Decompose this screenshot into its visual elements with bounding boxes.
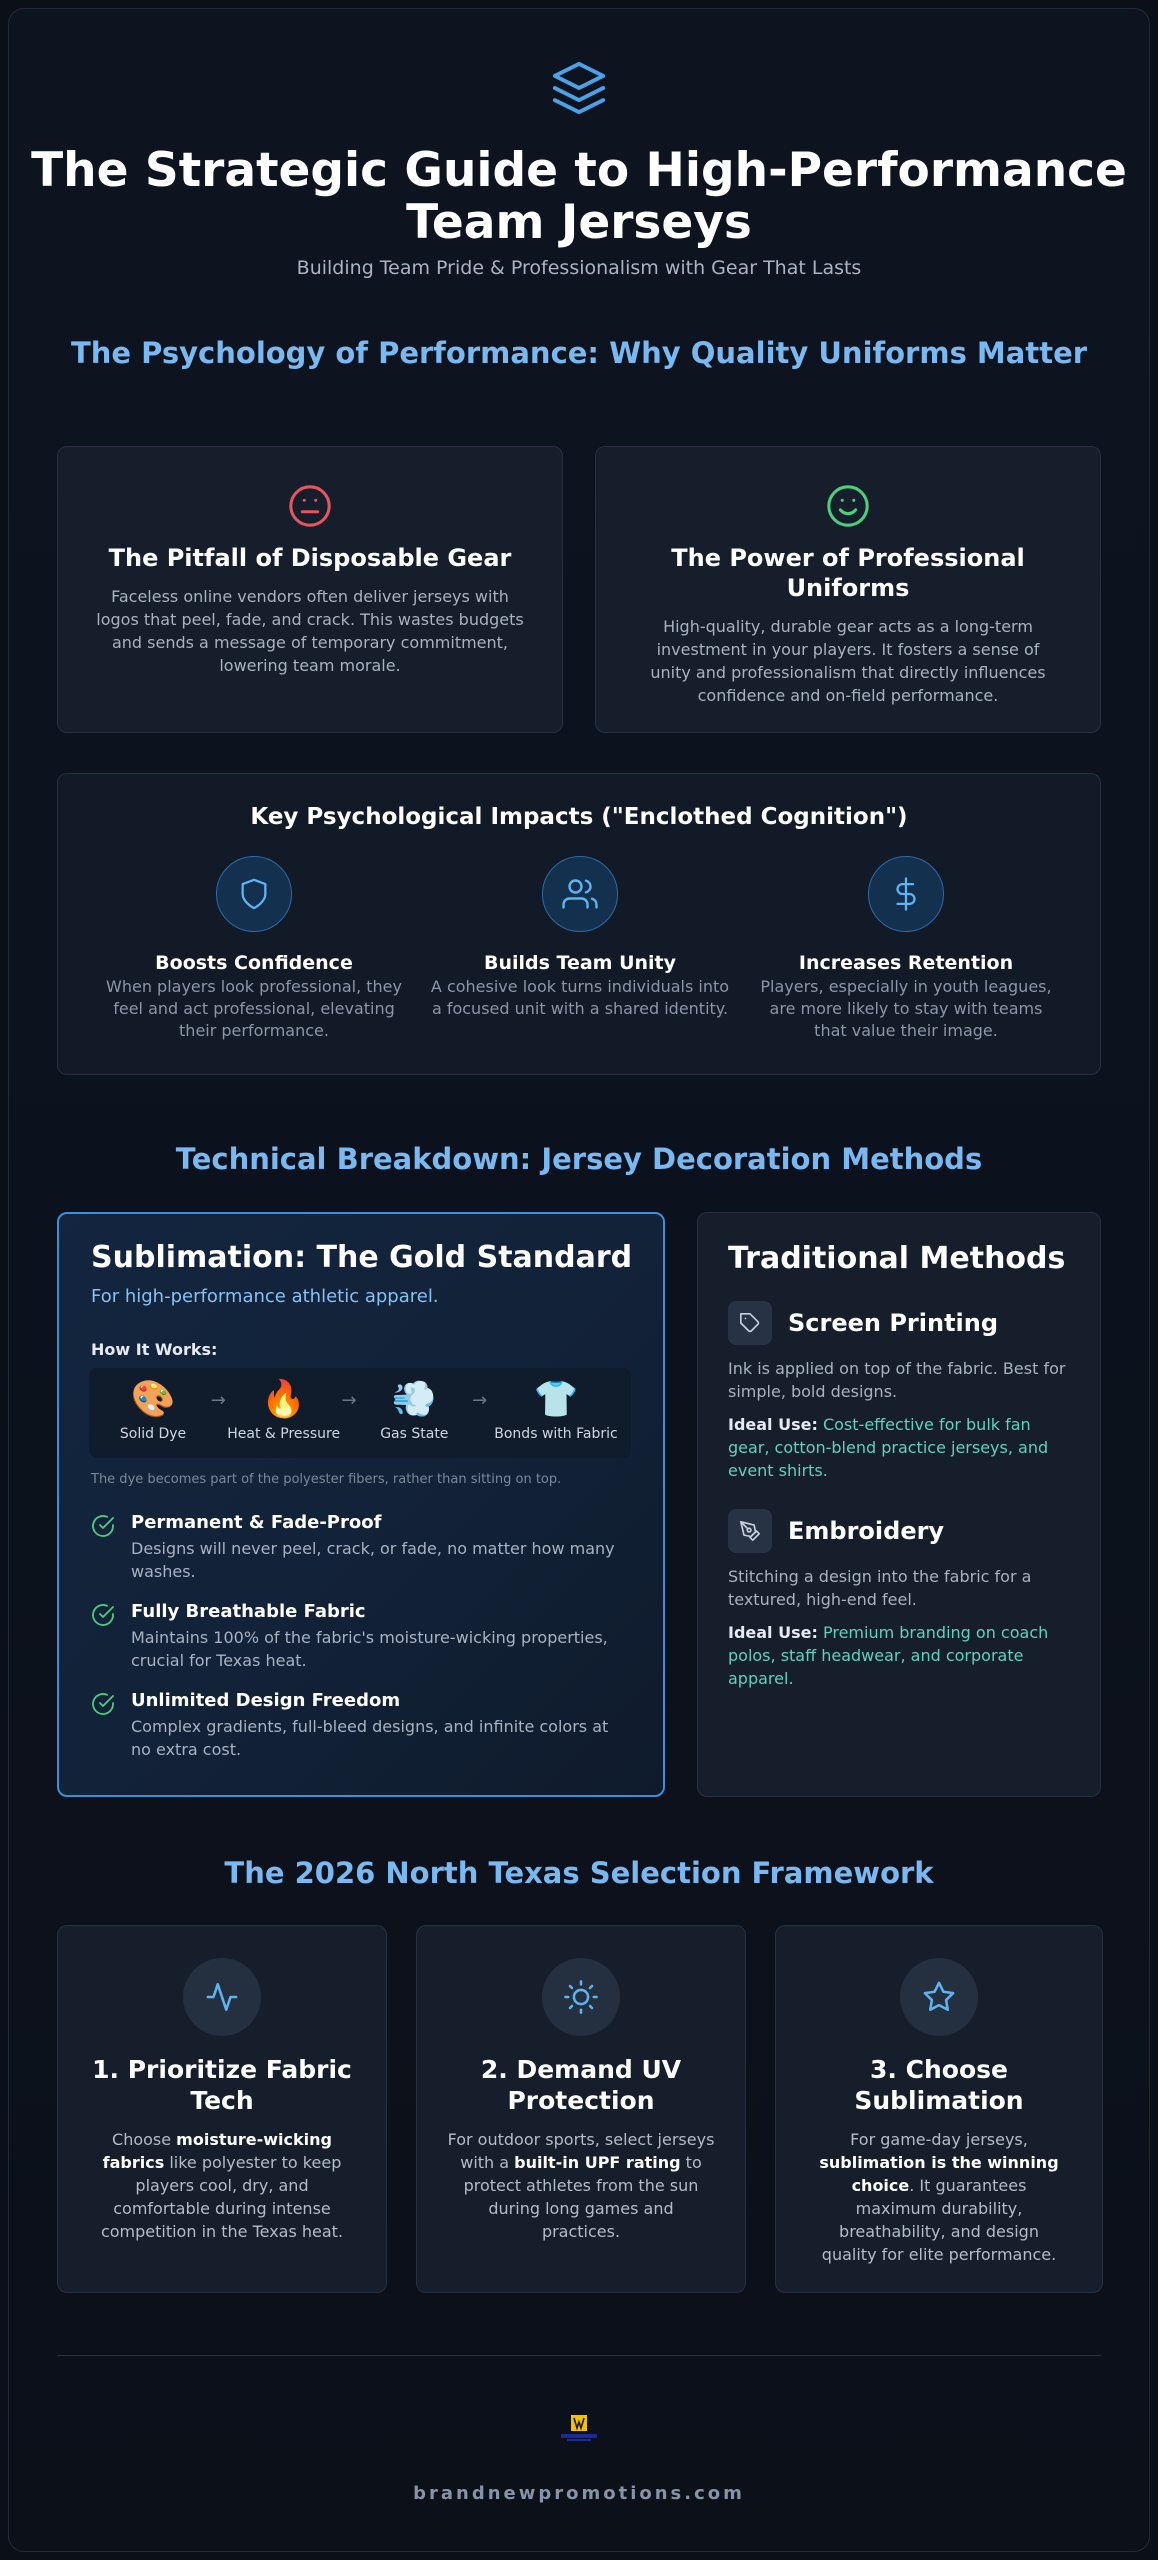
pitfall-card (57, 446, 563, 733)
tag-icon (728, 1301, 772, 1345)
benefit-item: Unlimited Design Freedom Complex gradients, full-bleed designs, and infinite colors at no extra cost. (91, 1690, 631, 1761)
impact-text: A cohesive look turns individuals into a focused unit with a shared identity. (430, 977, 730, 1018)
infographic-page (8, 8, 1150, 2552)
check-circle-icon (91, 1514, 115, 1583)
framework-title: 1. Prioritize Fabric Tech (92, 2055, 352, 2115)
process-steps (89, 1368, 631, 1458)
pitfall-text: Faceless online vendors often deliver jerseys with logos that peel, fade, and crack. This wastes budgets and sends a message of temporary commitment, lowering team morale. (96, 587, 524, 675)
arrow-right-icon: → (341, 1390, 357, 1411)
framework-text: Choose moisture-wicking fabrics like polyester to keep players cool, dry, and comfortable during intense competition in the Texas heat. (100, 2130, 344, 2241)
pitfall-title: The Pitfall of Disposable Gear (108, 544, 512, 572)
framework-card-fabric (57, 1925, 387, 2293)
framework-title: 3. Choose Sublimation (854, 2055, 1024, 2115)
frown-face-icon (58, 483, 562, 529)
process-note: The dye becomes part of the polyester fibers, rather than sitting on top. (91, 1472, 562, 1487)
pen-tool-icon (728, 1509, 772, 1553)
arrow-right-icon: → (472, 1390, 488, 1411)
framework-card-sublimation (775, 1925, 1103, 2293)
process-step-bonds: 👕 Bonds with Fabric (494, 1379, 618, 1442)
sublimation-card (57, 1212, 665, 1797)
page-subtitle: Building Team Pride & Professionalism with Gear That Lasts (296, 257, 862, 279)
process-step-solid-dye: 🎨 Solid Dye (119, 1379, 187, 1442)
impact-title: Increases Retention (798, 952, 1014, 974)
dollar-icon (868, 856, 944, 932)
power-text: High-quality, durable gear acts as a long-term investment in your players. It fosters a sense of unity and professionalism that directly influences confidence and on-field performance. (650, 617, 1046, 705)
framework-title: 2. Demand UV Protection (480, 2055, 682, 2115)
footer-divider (57, 2355, 1101, 2356)
brand-logo-icon (9, 2413, 1149, 2445)
framework-text: For outdoor sports, select jerseys with a built-in UPF rating to protect athletes from the sun during long games and practices. (447, 2130, 715, 2241)
traditional-card (697, 1212, 1101, 1797)
users-icon (542, 856, 618, 932)
impact-retention (746, 856, 1066, 1042)
traditional-title: Traditional Methods (728, 1241, 1066, 1276)
how-it-works-label: How It Works: (91, 1340, 218, 1359)
method-embroidery: Embroidery Stitching a design into the fabric for a textured, high-end feel. Ideal Use: Premium branding on coach polos, staff headwear, and corporate apparel. (728, 1509, 1072, 1690)
footer-website-link[interactable]: brandnewpromotions.com (413, 2483, 745, 2504)
impact-unity (420, 856, 740, 1020)
process-step-heat: 🔥 Heat & Pressure (227, 1379, 341, 1442)
framework-card-uv (416, 1925, 746, 2293)
power-card (595, 446, 1101, 733)
check-circle-icon (91, 1603, 115, 1672)
impact-text: When players look professional, they feel and act professional, elevating their performance. (106, 977, 402, 1040)
star-icon (900, 1958, 978, 2036)
sublimation-subtitle: For high-performance athletic apparel. (91, 1286, 439, 1307)
activity-icon (183, 1958, 261, 2036)
impact-title: Builds Team Unity (483, 952, 677, 974)
impact-confidence (94, 856, 414, 1042)
shield-icon (216, 856, 292, 932)
impacts-card (57, 773, 1101, 1075)
check-circle-icon (91, 1692, 115, 1761)
arrow-right-icon: → (210, 1390, 226, 1411)
impacts-title: Key Psychological Impacts ("Enclothed Cognition") (250, 804, 908, 830)
impact-title: Boosts Confidence (155, 952, 353, 974)
impact-text: Players, especially in youth leagues, are more likely to stay with teams that value their image. (760, 977, 1052, 1040)
smile-face-icon (596, 483, 1100, 529)
sublimation-title: Sublimation: The Gold Standard (91, 1240, 633, 1275)
process-step-gas: 💨 Gas State (380, 1379, 449, 1442)
psychology-heading: The Psychology of Performance: Why Quality Uniforms Matter (70, 336, 1088, 370)
benefit-item: Permanent & Fade-Proof Designs will never peel, crack, or fade, no matter how many washes. (91, 1512, 631, 1583)
layers-icon (9, 59, 1149, 119)
method-screen-printing: Screen Printing Ink is applied on top of the fabric. Best for simple, bold designs. Ideal Use: Cost-effective for bulk fan gear, cotton-blend practice jerseys, and event shirts. (728, 1301, 1072, 1482)
framework-text: For game-day jerseys, sublimation is the winning choice. It guarantees maximum durability, breathability, and design quality for elite performance. (819, 2130, 1059, 2264)
power-title: The Power of Professional Uniforms (671, 544, 1025, 602)
page-title: The Strategic Guide to High-Performance Team Jerseys (31, 143, 1127, 250)
technical-heading: Technical Breakdown: Jersey Decoration Methods (175, 1142, 983, 1176)
sun-icon (542, 1958, 620, 2036)
framework-heading: The 2026 North Texas Selection Framework (224, 1856, 934, 1890)
benefit-item: Fully Breathable Fabric Maintains 100% of the fabric's moisture-wicking properties, crucial for Texas heat. (91, 1601, 631, 1672)
